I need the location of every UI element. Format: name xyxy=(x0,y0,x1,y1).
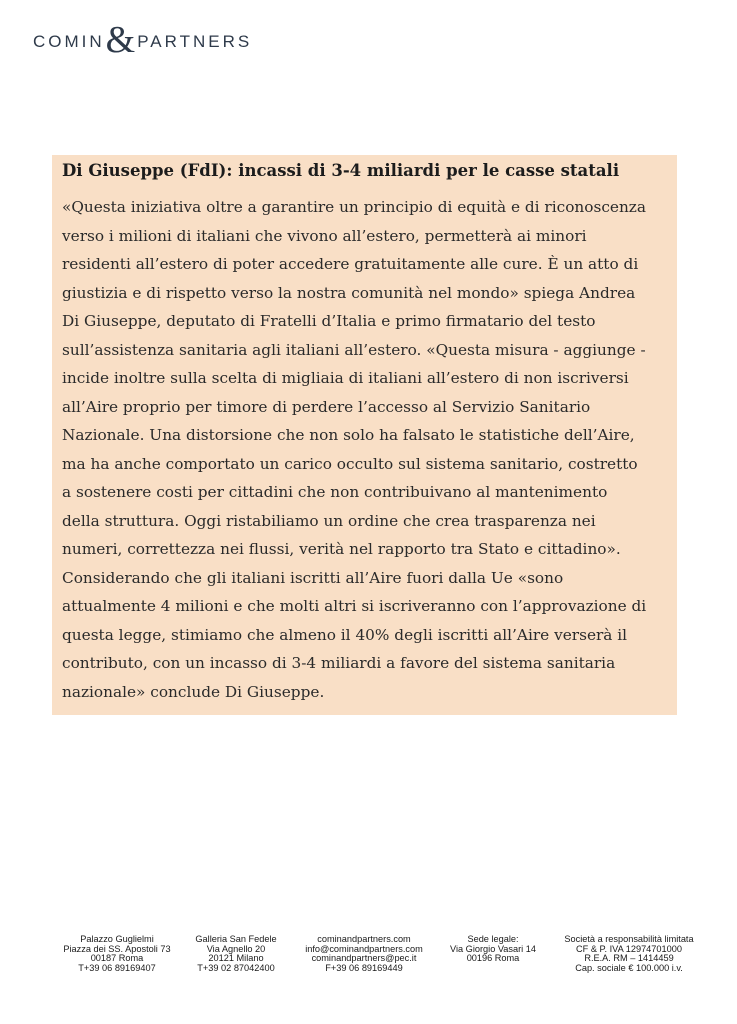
article-line: sull’assistenza sanitaria agli italiani all’estero. «Questa misura - aggiunge - xyxy=(62,340,646,359)
logo-text-left: COMIN xyxy=(33,32,105,51)
footer-pec-email[interactable]: cominandpartners@pec.it xyxy=(311,953,417,963)
article-line: giustizia e di rispetto verso la nostra comunità nel mondo» spiega Andrea xyxy=(62,283,636,302)
logo-text-right: PARTNERS xyxy=(137,32,253,51)
article-line: ma ha anche comportato un carico occulto sul sistema sanitario, costretto xyxy=(62,454,638,473)
article-line: Nazionale. Una distorsione che non solo ha falsato le statistiche dell’Aire, xyxy=(62,426,635,444)
article-line: «Questa iniziativa oltre a garantire un principio di equità e di riconoscenza xyxy=(62,198,646,216)
footer-legal-seat xyxy=(444,935,542,964)
footer-line: Via Agnello 20 xyxy=(206,943,266,954)
footer-company-info xyxy=(553,935,705,973)
article-line: verso i milioni di italiani che vivono all’estero, permetterà ai minori xyxy=(62,226,587,245)
article-line: numeri, correttezza nei flussi, verità nel rapporto tra Stato e cittadino». xyxy=(62,540,621,558)
logo-ampersand: & xyxy=(105,19,136,61)
footer-milan-office xyxy=(186,935,286,973)
footer-line: Galleria San Fedele xyxy=(195,934,277,944)
footer-line: R.E.A. RM – 1414459 xyxy=(584,953,674,963)
footer-line: T+39 02 87042400 xyxy=(197,962,275,973)
footer-email[interactable]: info@cominandpartners.com xyxy=(305,943,423,954)
footer-line: Via Giorgio Vasari 14 xyxy=(450,943,536,954)
article-line: nazionale» conclude Di Giuseppe. xyxy=(62,682,325,701)
footer-line: Cap. sociale € 100.000 i.v. xyxy=(575,962,683,973)
footer-line: Piazza dei SS. Apostoli 73 xyxy=(63,943,171,954)
footer-line: 20121 Milano xyxy=(208,953,264,963)
article-body xyxy=(62,193,672,706)
article-line: incide inoltre sulla scelta di migliaia di italiani all’estero di non iscriversi xyxy=(62,369,629,387)
article-box xyxy=(52,155,677,715)
article-title: Di Giuseppe (FdI): incassi di 3-4 miliardi per le casse statali xyxy=(62,161,620,180)
footer-line: Sede legale: xyxy=(467,934,519,944)
article-line: a sostenere costi per cittadini che non contribuivano al mantenimento xyxy=(62,483,608,501)
footer-contacts xyxy=(298,935,430,973)
footer-line: CF & P. IVA 12974701000 xyxy=(576,943,682,954)
article-line: questa legge, stimiamo che almeno il 40% degli iscritti all’Aire verserà il xyxy=(62,625,628,644)
footer-line: F+39 06 89169449 xyxy=(325,962,403,973)
article-line: Di Giuseppe, deputato di Fratelli d’Italia e primo firmatario del testo xyxy=(62,312,596,330)
article-line: all’Aire proprio per timore di perdere l’accesso al Servizio Sanitario xyxy=(62,397,591,416)
article-line: attualmente 4 milioni e che molti altri si iscriveranno con l’approvazione di xyxy=(62,597,647,615)
company-logo xyxy=(33,19,253,62)
footer-website[interactable]: cominandpartners.com xyxy=(317,934,411,944)
article-line: contributo, con un incasso di 3-4 miliardi a favore del sistema sanitaria xyxy=(62,654,616,672)
footer-line: T+39 06 89169407 xyxy=(78,962,156,973)
footer-line: 00187 Roma xyxy=(90,953,144,963)
footer-rome-office xyxy=(58,935,176,973)
footer-line: Società a responsabilità limitata xyxy=(564,934,694,944)
footer-line: 00196 Roma xyxy=(466,953,520,963)
article-line: Considerando che gli italiani iscritti all’Aire fuori dalla Ue «sono xyxy=(62,568,564,587)
article-line: della struttura. Oggi ristabiliamo un ordine che crea trasparenza nei xyxy=(62,511,596,530)
footer-line: Palazzo Guglielmi xyxy=(80,934,154,944)
article-line: residenti all’estero di poter accedere gratuitamente alle cure. È un atto di xyxy=(62,255,639,273)
